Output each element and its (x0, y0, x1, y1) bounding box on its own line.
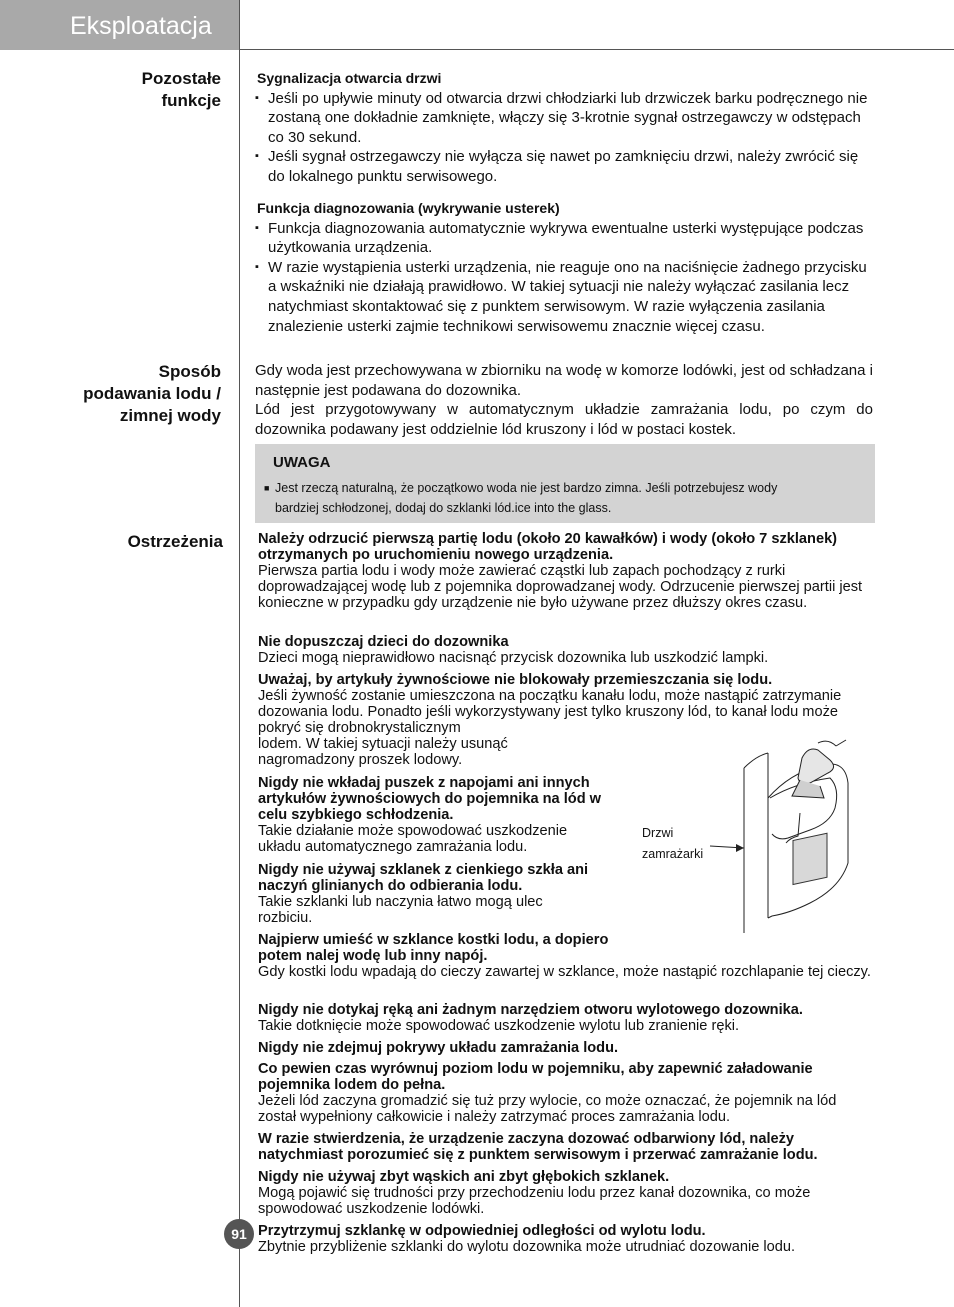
warning-text: Dzieci mogą nieprawidłowo nacisnąć przycisk dozownika lub uszkodzić lampki. (258, 650, 769, 666)
figure-label-l1: Drzwi (642, 826, 674, 840)
warning-block (258, 862, 623, 926)
warning-text: Mogą pojawić się trudności przy przechodzeniu lodu przez kanał dozownika, co może spowodować uszkodzenie lodówki. (258, 1185, 811, 1217)
diagnosis-item: ▪ W razie wystąpienia usterki urządzenia, nie reaguje ono na naciśnięcie żadnego przycisku a wskaźniki nie działają prawidłowo. W takiej sytuacji nie należy wyłączać zasilania lecz natychmiast skontaktować się z punktem serwisowym. W razie wyłączenia zasilania znalezienie usterki zajmie technikowi serwisowemu znacznie więcej czasu. (257, 258, 873, 336)
ice-water-section (255, 361, 873, 439)
warning-block (258, 1223, 874, 1255)
note-line: bardziej schłodzonej, dodaj do szklanki lód.ice into the glass. (275, 501, 612, 515)
warning-bold: Nigdy nie używaj szklanek z cienkiego szkła ani naczyń glinianych do odbierania lodu. (258, 862, 589, 894)
warning-bold: Nigdy nie wkładaj puszek z napojami ani innych artykułów żywnościowych do pojemnika na lód w celu szybkiego schłodzenia. (258, 775, 602, 823)
warning-text: lodem. W takiej sytuacji należy usunąć nagromadzony proszek lodowy. (258, 736, 508, 768)
heading-ice-water-l1: Sposób (158, 362, 221, 381)
warning-block (258, 1169, 874, 1217)
note-line: Jest rzeczą naturalną, że początkowo woda nie jest bardzo zimna. Jeśli potrzebujesz wody (275, 481, 778, 495)
bullet-icon: ■ (264, 483, 270, 493)
heading-other-functions-text: Pozostałe funkcje (141, 69, 221, 110)
warning-text: Pierwsza partia lodu i wody może zawierać cząstki lub zapach pochodzący z rurki doprowadzającej wodę lub z pojemnika doprowadzanej wody. Odrzucenie pierwszej partii jest konieczne w przypadku gdy urządzenie nie było używane przez dłuższy okres czasu. (258, 563, 863, 611)
warning-block (258, 1002, 874, 1034)
note-title: UWAGA (273, 454, 331, 471)
freezer-door-illustration (640, 738, 875, 938)
door-alarm-item: ▪ Jeśli sygnał ostrzegawczy nie wyłącza się nawet po zamknięciu drzwi, należy zwrócić się do lokalnego punktu serwisowego. (257, 147, 873, 186)
warning-block (258, 1061, 874, 1125)
heading-ice-water-l2: podawania lodu / (83, 384, 221, 403)
section-tab (0, 0, 240, 50)
warning-bold: Należy odrzucić pierwszą partię lodu (około 20 kawałków) i wody (około 7 szklanek) otrzymanych po uruchomieniu nowego urządzenia. (258, 531, 838, 563)
pointer-arrow-icon (736, 844, 744, 852)
warning-block (258, 1040, 874, 1056)
warning-bold: Co pewien czas wyrównuj poziom lodu w pojemniku, aby zapewnić załadowanie pojemnika lodem do pełna. (258, 1061, 813, 1093)
warning-bold: W razie stwierdzenia, że urządzenie zaczyna dozować odbarwiony lód, należy natychmiast porozumieć się z punktem serwisowym i przerwać zamrażanie lodu. (258, 1131, 818, 1163)
warning-text: Takie szklanki lub naczynia łatwo mogą ulec rozbiciu. (258, 894, 543, 926)
warning-bold: Uważaj, by artykuły żywnościowe nie blokowały przemieszczania się lodu. (258, 672, 773, 688)
door-alarm-item: ▪ Jeśli po upływie minuty od otwarcia drzwi chłodziarki lub drzwiczek barku podręcznego nie zostaną one dokładnie zamknięte, włączy się 3-krotnie sygnał ostrzegawczy w odstępach co 30 sekund. (257, 89, 873, 148)
heading-other-functions (71, 68, 221, 112)
warning-block (258, 1131, 874, 1163)
warning-text: Gdy kostki lodu wpadają do cieczy zawartej w szklance, może nastąpić rozchlapanie tej cieczy. (258, 964, 871, 980)
warning-text: Zbytnie przybliżenie szklanki do wylotu dozownika może utrudniać dozowanie lodu. (258, 1239, 796, 1255)
warning-bold: Nigdy nie zdejmuj pokrywy układu zamrażania lodu. (258, 1040, 619, 1056)
warning-bold: Przytrzymuj szklankę w odpowiedniej odległości od wylotu lodu. (258, 1223, 706, 1239)
warning-text: Jeżeli lód zaczyna gromadzić się tuż przy wylocie, co może oznaczać, że pojemnik na lód został wypełniony całkowicie i należy zatrzymać proces zamrażania lodu. (258, 1093, 837, 1125)
diagnosis-title: Funkcja diagnozowania (wykrywanie usterek) (257, 200, 560, 216)
warning-block (258, 775, 623, 855)
warning-text: Takie działanie może spowodować uszkodzenie układu automatycznego zamrażania lodu. (258, 823, 568, 855)
column-divider (239, 50, 240, 1307)
page-number: 91 (224, 1219, 254, 1249)
note-box (255, 444, 875, 523)
diagnosis-item: ▪ Funkcja diagnozowania automatycznie wykrywa ewentualne usterki występujące podczas użytkowania urządzenia. (257, 219, 873, 258)
heading-warnings: Ostrzeżenia (127, 532, 223, 551)
ice-water-para2: Lód jest przygotowywany w automatycznym układzie zamrażania lodu, po czym do dozownika podawany jest oddzielnie lód kruszony i lód w postaci kostek. (255, 401, 873, 438)
warning-bold: Nigdy nie dotykaj ręką ani żadnym narzędziem otworu wylotowego dozownika. (258, 1002, 803, 1018)
warning-bold: Najpierw umieść w szklance kostki lodu, a dopiero potem nalej wodę lub inny napój. (258, 932, 609, 964)
warning-block (258, 634, 874, 666)
diagnosis-section (257, 199, 873, 336)
heading-ice-water-l3: zimnej wody (119, 406, 221, 425)
figure-label-l2: zamrażarki (642, 847, 704, 861)
warning-bold: Nigdy nie używaj zbyt wąskich ani zbyt głębokich szklanek. (258, 1169, 670, 1185)
note-body (264, 478, 865, 518)
door-alarm-section (257, 69, 873, 187)
warning-block (258, 531, 874, 611)
warning-text: Jeśli żywność zostanie umieszczona na początku kanału lodu, może nastąpić zatrzymanie dozowania lodu. Ponadto jeśli wykorzystywany jest tylko kruszony lód, to kanał lodu może pokryć się drobnokrystalicznym (258, 688, 842, 736)
ice-water-para1: Gdy woda jest przechowywana w zbiorniku na wodę w komorze lodówki, jest od schładzana i następnie jest podawana do dozownika. (255, 362, 873, 399)
warning-text: Takie dotknięcie może spowodować uszkodzenie wylotu lub zranienie ręki. (258, 1018, 740, 1034)
warning-bold: Nie dopuszczaj dzieci do dozownika (258, 634, 509, 650)
warning-block (258, 932, 874, 980)
header-rule (239, 49, 954, 50)
door-alarm-title: Sygnalizacja otwarcia drzwi (257, 70, 442, 86)
page-title: Eksploatacja (70, 12, 212, 40)
heading-ice-water (83, 361, 221, 427)
